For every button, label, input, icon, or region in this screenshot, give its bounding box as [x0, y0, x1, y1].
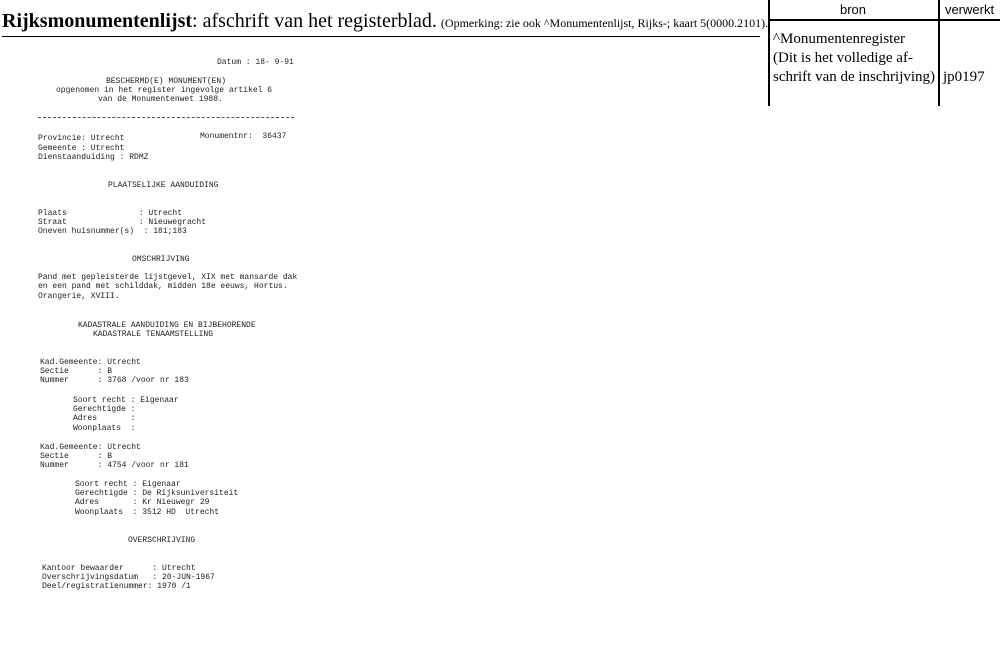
kad2-line: Kad.Gemeente: Utrecht: [40, 443, 141, 452]
datum-line: Datum : 18- 9-91: [217, 58, 294, 67]
kad1-recht-line: Soort recht : Eigenaar: [73, 396, 179, 405]
omschrijving-line: Orangerie, XVIII.: [38, 292, 120, 301]
title-bold: Rijksmonumentenlijst: [2, 10, 193, 32]
omschrijving-heading: OMSCHRIJVING: [132, 255, 190, 264]
kad2-line: Nummer : 4754 /voor nr 181: [40, 461, 189, 470]
plaatselijke-line: Straat : Nieuwegracht: [38, 218, 207, 227]
bron-line: schrift van de inschrijving): [773, 69, 936, 85]
omschrijving-line: Pand met gepleisterde lijstgevel, XIX met mansarde dak: [38, 273, 298, 282]
bron-line: ^Monumentenregister: [773, 31, 906, 47]
kad1-line: Kad.Gemeente: Utrecht: [40, 358, 141, 367]
gemeente-line: Gemeente : Utrecht: [38, 144, 125, 153]
monumentnr-line: Monumentnr: 36437: [200, 132, 287, 141]
kad2-line: Sectie : B: [40, 452, 113, 461]
kad1-line: Nummer : 3768 /voor nr 183: [40, 376, 189, 385]
dashed-separator: [38, 117, 294, 118]
kad1-recht-line: Gerechtigde :: [73, 405, 136, 414]
column-header-verwerkt: verwerkt: [939, 0, 1000, 21]
title-note: (Opmerking: zie ook ^Monumentenlijst, Rijks-; kaart 5(0000.2101).: [440, 16, 769, 30]
kad2-recht-line: Gerechtigde : De Rijksuniversiteit: [75, 489, 239, 498]
verwerkt-cell: jp0197: [943, 69, 985, 85]
kad2-recht-line: Soort recht : Eigenaar: [75, 480, 181, 489]
kad2-recht-line: Adres : Kr Nieuwegr 29: [75, 498, 210, 507]
plaatselijke-line: Plaats : Utrecht: [38, 209, 183, 218]
intro-line: van de Monumentenwet 1988.: [98, 95, 223, 104]
kad1-recht-line: Woonplaats :: [73, 424, 136, 433]
kadastrale-heading: KADASTRALE TENAAMSTELLING: [93, 330, 214, 339]
dienstaanduiding-line: Dienstaanduiding : RDMZ: [38, 153, 149, 162]
plaatselijke-line: Oneven huisnummer(s) : 181;183: [38, 227, 187, 236]
kad2-recht-line: Woonplaats : 3512 HD Utrecht: [75, 508, 220, 517]
intro-line: opgenomen in het register ingevolge artikel 6: [56, 86, 273, 95]
intro-line: BESCHERMD(E) MONUMENT(EN): [106, 77, 227, 86]
overschrijving-line: Deel/registratienummer: 1970 /1: [42, 582, 191, 591]
title-rest: : afschrift van het registerblad.: [192, 10, 437, 32]
kadastrale-heading: KADASTRALE AANDUIDING EN BIJBEHORENDE: [78, 321, 256, 330]
overschrijving-heading: OVERSCHRIJVING: [128, 536, 196, 545]
overschrijving-line: Overschrijvingsdatum : 20-JUN-1967: [42, 573, 215, 582]
bron-line: (Dit is het volledige af-: [773, 50, 913, 66]
kad1-line: Sectie : B: [40, 367, 113, 376]
overschrijving-line: Kantoor bewaarder : Utrecht: [42, 564, 196, 573]
kad1-recht-line: Adres :: [73, 414, 136, 423]
provincie-line: Provincie: Utrecht: [38, 134, 125, 143]
omschrijving-line: en een pand met schilddak, midden 18e eeuws, Hortus.: [38, 282, 288, 291]
plaatselijke-heading: PLAATSELIJKE AANDUIDING: [108, 181, 219, 190]
column-header-bron: bron: [768, 0, 938, 21]
